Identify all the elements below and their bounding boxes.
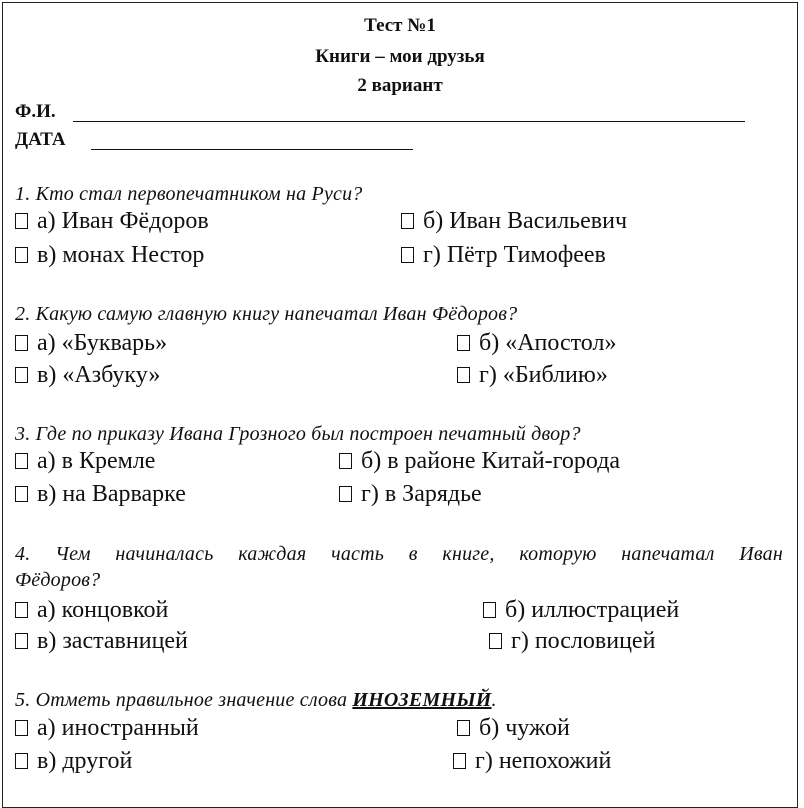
checkbox-icon[interactable] — [483, 602, 496, 618]
option-label: а) концовкой — [37, 597, 169, 623]
q2-option-d[interactable] — [457, 361, 608, 389]
question-5 — [15, 687, 783, 713]
q2-option-a[interactable] — [15, 329, 167, 357]
date-label: ДАТА — [15, 129, 66, 150]
q4-option-b[interactable] — [483, 596, 679, 624]
question-4-line2: Фёдоров? — [15, 569, 101, 591]
q1-option-c[interactable] — [15, 241, 204, 269]
q1-option-a[interactable] — [15, 207, 209, 235]
q2-option-c[interactable] — [15, 361, 160, 389]
checkbox-icon[interactable] — [453, 753, 466, 769]
checkbox-icon[interactable] — [15, 453, 28, 469]
option-label: б) Иван Васильевич — [423, 208, 628, 234]
question-3: 3. Где по приказу Ивана Грозного был построен печатный двор? — [15, 423, 581, 445]
checkbox-icon[interactable] — [15, 486, 28, 502]
checkbox-icon[interactable] — [401, 213, 414, 229]
question-5-keyword: ИНОЗЕМНЫЙ — [352, 689, 492, 711]
option-label: б) «Апостол» — [479, 330, 617, 356]
q3-option-c[interactable] — [15, 480, 186, 508]
option-label: в) другой — [37, 748, 133, 774]
option-label: г) Пётр Тимофеев — [423, 242, 606, 268]
checkbox-icon[interactable] — [401, 247, 414, 263]
question-2: 2. Какую самую главную книгу напечатал Иван Фёдоров? — [15, 303, 518, 325]
checkbox-icon[interactable] — [489, 633, 502, 649]
checkbox-icon[interactable] — [457, 720, 470, 736]
question-5-text: 5. Отметь правильное значение слова — [15, 689, 348, 711]
question-5-suffix: . — [491, 689, 497, 711]
option-label: б) чужой — [479, 715, 570, 741]
option-label: г) в Зарядье — [361, 481, 482, 507]
question-4-line1: 4. Чем начиналась каждая часть в книге, которую напечатал Иван — [15, 543, 783, 565]
q2-option-b[interactable] — [457, 329, 616, 357]
q5-option-b[interactable] — [457, 714, 570, 742]
name-label: Ф.И. — [15, 101, 56, 122]
option-label: в) монах Нестор — [37, 242, 205, 268]
option-label: а) Иван Фёдоров — [37, 208, 209, 234]
checkbox-icon[interactable] — [457, 367, 470, 383]
q5-option-c[interactable] — [15, 747, 132, 775]
checkbox-icon[interactable] — [15, 247, 28, 263]
option-label: а) иностранный — [37, 715, 199, 741]
q1-option-b[interactable] — [401, 207, 627, 235]
checkbox-icon[interactable] — [15, 367, 28, 383]
option-label: г) непохожий — [475, 748, 612, 774]
name-line[interactable] — [73, 121, 745, 122]
checkbox-icon[interactable] — [15, 602, 28, 618]
test-subject: Книги – мои друзья — [315, 46, 485, 67]
checkbox-icon[interactable] — [339, 486, 352, 502]
option-label: г) пословицей — [511, 628, 656, 654]
q1-option-d[interactable] — [401, 241, 606, 269]
checkbox-icon[interactable] — [457, 335, 470, 351]
option-label: в) заставницей — [37, 628, 188, 654]
checkbox-icon[interactable] — [15, 720, 28, 736]
option-label: б) в районе Китай-города — [361, 448, 621, 474]
checkbox-icon[interactable] — [15, 335, 28, 351]
option-label: в) на Варварке — [37, 481, 186, 507]
test-variant: 2 вариант — [357, 75, 443, 96]
checkbox-icon[interactable] — [339, 453, 352, 469]
checkbox-icon[interactable] — [15, 633, 28, 649]
test-sheet — [2, 2, 798, 808]
option-label: а) в Кремле — [37, 448, 156, 474]
question-1: 1. Кто стал первопечатником на Руси? — [15, 183, 363, 205]
q4-option-c[interactable] — [15, 627, 188, 655]
q5-option-a[interactable] — [15, 714, 199, 742]
checkbox-icon[interactable] — [15, 753, 28, 769]
option-label: в) «Азбуку» — [37, 362, 161, 388]
option-label: а) «Букварь» — [37, 330, 168, 356]
checkbox-icon[interactable] — [15, 213, 28, 229]
q3-option-a[interactable] — [15, 447, 155, 475]
q4-option-d[interactable] — [489, 627, 655, 655]
option-label: г) «Библию» — [479, 362, 608, 388]
q5-option-d[interactable] — [453, 747, 611, 775]
option-label: б) иллюстрацией — [505, 597, 680, 623]
test-title: Тест №1 — [364, 15, 436, 36]
q3-option-d[interactable] — [339, 480, 482, 508]
date-line[interactable] — [91, 149, 413, 150]
q4-option-a[interactable] — [15, 596, 168, 624]
q3-option-b[interactable] — [339, 447, 620, 475]
